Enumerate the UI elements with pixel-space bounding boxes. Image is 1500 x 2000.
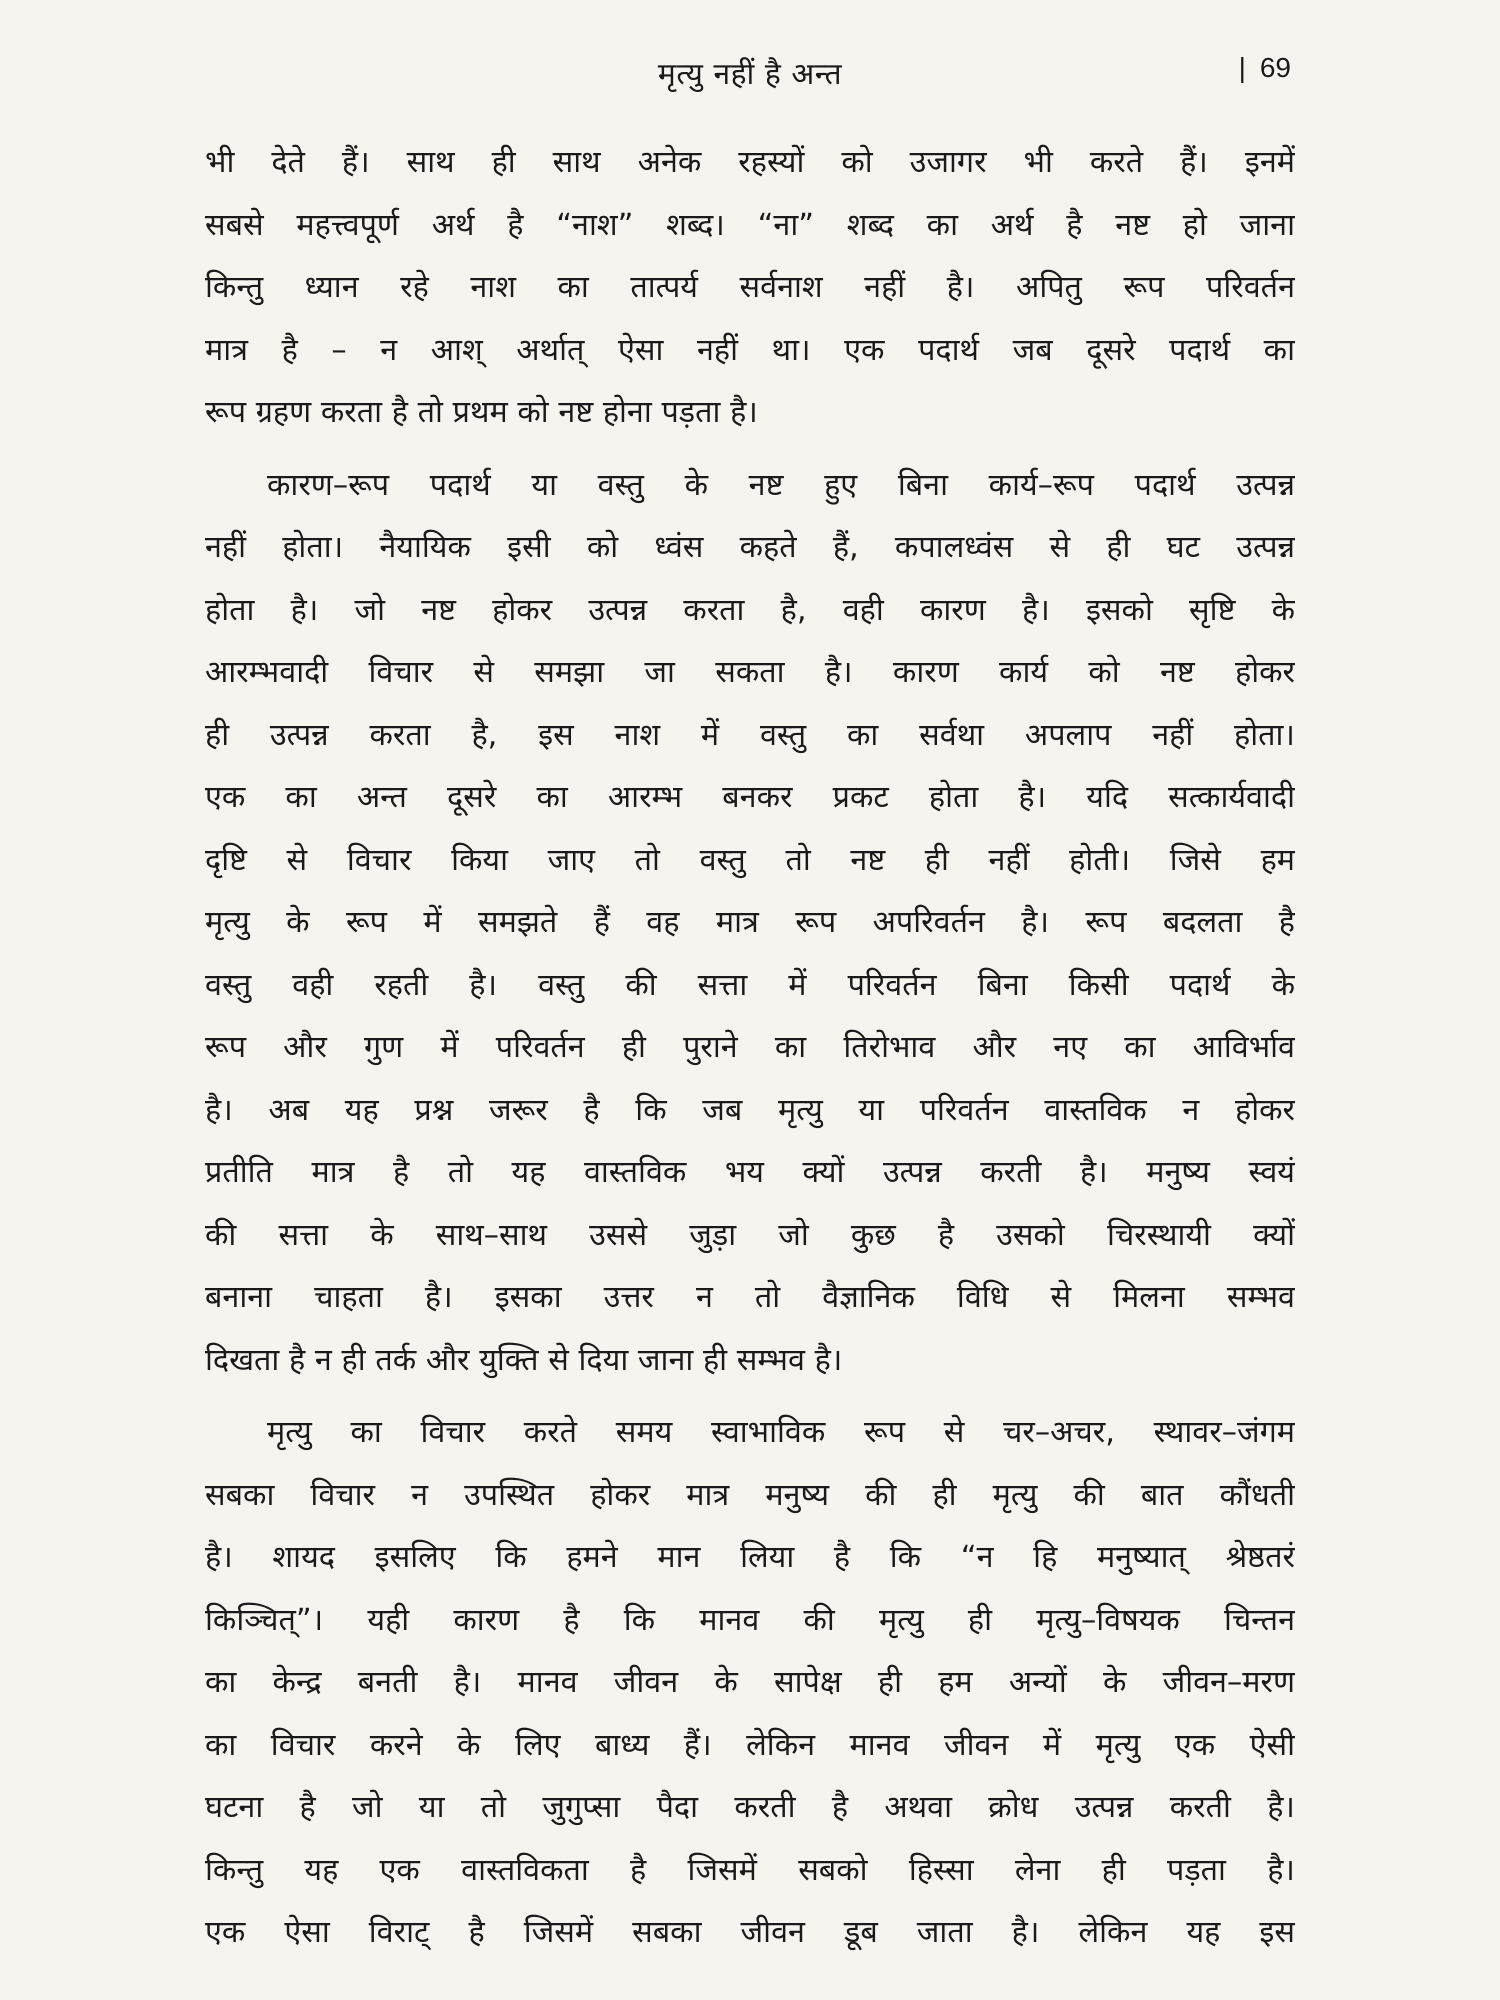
text-line: किञ्चित्”। यही कारण है कि मानव की मृत्यु ही मृत्यु–विषयक चिन्तन: [205, 1602, 1295, 1638]
body-text: [205, 132, 1295, 1965]
paragraph-2: [205, 455, 1295, 1393]
text-line: घटना है जो या तो जुगुप्सा पैदा करती है अथवा क्रोध उत्पन्न करती है।: [205, 1790, 1295, 1825]
text-line: होता है। जो नष्ट होकर उत्पन्न करता है, वही कारण है। इसको सृष्टि के: [205, 592, 1295, 628]
text-line: का केन्द्र बनती है। मानव जीवन के सापेक्ष ही हम अन्यों के जीवन–मरण: [205, 1665, 1295, 1700]
chapter-title: मृत्यु नहीं है अन्त: [657, 57, 843, 92]
text-line: रूप और गुण में परिवर्तन ही पुराने का तिरोभाव और नए का आविर्भाव: [205, 1030, 1295, 1065]
text-line: रूप ग्रहण करता है तो प्रथम को नष्ट होना पड़ता है।: [205, 395, 758, 430]
text-line: किन्तु ध्यान रहे नाश का तात्पर्य सर्वनाश नहीं है। अपितु रूप परिवर्तन: [205, 270, 1295, 305]
text-line: ही उत्पन्न करता है, इस नाश में वस्तु का सर्वथा अपलाप नहीं होता।: [205, 717, 1295, 753]
text-line: कारण–रूप पदार्थ या वस्तु के नष्ट हुए बिना कार्य–रूप पदार्थ उत्पन्न: [267, 467, 1295, 503]
running-header: [205, 52, 1295, 102]
text-line: भी देते हैं। साथ ही साथ अनेक रहस्यों को उजागर भी करते हैं। इनमें: [205, 145, 1295, 180]
text-line: है। शायद इसलिए कि हमने मान लिया है कि “न हि मनुष्यात् श्रेष्ठतरं: [205, 1540, 1295, 1575]
text-line: मृत्यु के रूप में समझते हैं वह मात्र रूप अपरिवर्तन है। रूप बदलता है: [205, 905, 1295, 940]
text-line: है। अब यह प्रश्न जरूर है कि जब मृत्यु या परिवर्तन वास्तविक न होकर: [205, 1092, 1295, 1128]
text-line: नहीं होता। नैयायिक इसी को ध्वंस कहते हैं, कपालध्वंस से ही घट उत्पन्न: [205, 530, 1295, 565]
text-line: किन्तु यह एक वास्तविकता है जिसमें सबको हिस्सा लेना ही पड़ता है।: [205, 1852, 1295, 1888]
paragraph-1: [205, 132, 1295, 445]
text-line: एक का अन्त दूसरे का आरम्भ बनकर प्रकट होता है। यदि सत्कार्यवादी: [205, 780, 1295, 815]
text-line: वस्तु वही रहती है। वस्तु की सत्ता में परिवर्तन बिना किसी पदार्थ के: [205, 967, 1295, 1003]
paragraph-3: [205, 1402, 1295, 1965]
text-line: सबसे महत्त्वपूर्ण अर्थ है “नाश” शब्द। “ना” शब्द का अर्थ है नष्ट हो जाना: [205, 207, 1295, 243]
page-number: 69: [1259, 52, 1291, 83]
text-line: बनाना चाहता है। इसका उत्तर न तो वैज्ञानिक विधि से मिलना सम्भव: [205, 1280, 1295, 1315]
text-line: मृत्यु का विचार करते समय स्वाभाविक रूप से चर–अचर, स्थावर–जंगम: [267, 1415, 1295, 1450]
text-line: दिखता है न ही तर्क और युक्ति से दिया जाना ही सम्भव है।: [205, 1342, 843, 1378]
page-separator: |: [1238, 52, 1246, 83]
text-line: एक ऐसा विराट् है जिसमें सबका जीवन डूब जाता है। लेकिन यह इस: [205, 1915, 1295, 1950]
text-line: का विचार करने के लिए बाध्य हैं। लेकिन मानव जीवन में मृत्यु एक ऐसी: [205, 1727, 1295, 1763]
text-line: मात्र है – न आश् अर्थात् ऐसा नहीं था। एक पदार्थ जब दूसरे पदार्थ का: [205, 332, 1295, 368]
text-line: की सत्ता के साथ–साथ उससे जुड़ा जो कुछ है उसको चिरस्थायी क्यों: [205, 1217, 1295, 1253]
page-number-block: [1239, 52, 1291, 84]
text-line: प्रतीति मात्र है तो यह वास्तविक भय क्यों उत्पन्न करती है। मनुष्य स्वयं: [205, 1155, 1295, 1190]
text-line: आरम्भवादी विचार से समझा जा सकता है। कारण कार्य को नष्ट होकर: [205, 655, 1295, 690]
text-line: दृष्टि से विचार किया जाए तो वस्तु तो नष्ट ही नहीं होती। जिसे हम: [205, 842, 1295, 878]
text-line: सबका विचार न उपस्थित होकर मात्र मनुष्य की ही मृत्यु की बात कौंधती: [205, 1477, 1295, 1513]
